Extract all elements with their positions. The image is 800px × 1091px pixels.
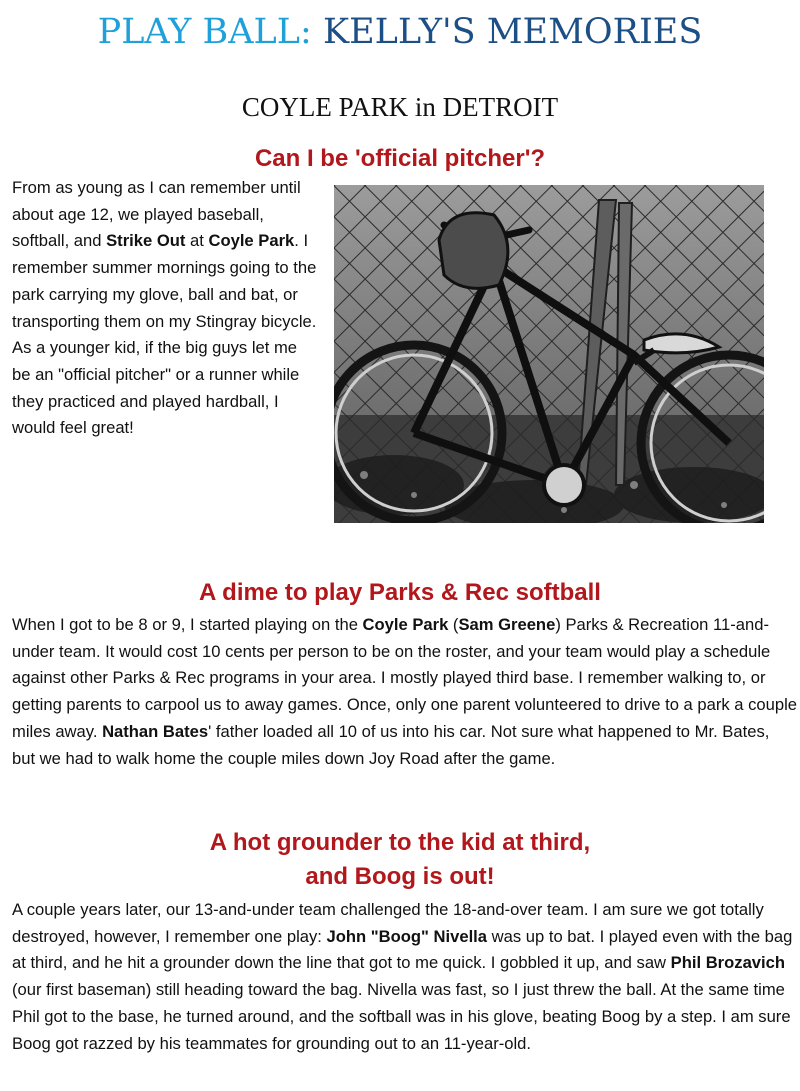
bold-name: Coyle Park	[362, 615, 449, 634]
text-run: ) Parks & Recreation 11-and-under team. It would cost 10 cents per person to be on the roster, and your team would play a schedule against other Parks & Rec programs in your area. I mostly played third base. I remember walking to, or getting parents to carpool us to away games. Once, only one parent volunteered to drive to a park a couple miles away.	[12, 615, 797, 741]
section2-paragraph	[12, 612, 797, 772]
title-part-memories: KELLY'S MEMORIES	[322, 12, 703, 52]
bold-name: Phil Brozavich	[670, 953, 785, 973]
page-subtitle: COYLE PARK in DETROIT	[241, 92, 559, 122]
bold-name: Coyle Park	[208, 231, 295, 251]
text-run: (	[448, 615, 459, 634]
text-run: A couple years later, our 13-and-under team challenged the 18-and-over team. I am sure we got totally destroyed, however, I remember one play:	[12, 900, 764, 946]
text-run: at	[185, 231, 209, 251]
section2-heading: A dime to play Parks & Rec softball	[199, 579, 601, 606]
section3-heading-line1: A hot grounder to the kid at third,	[209, 829, 591, 856]
bold-name: Strike Out	[106, 231, 186, 251]
page-title	[0, 12, 800, 52]
section1-heading: Can I be 'official pitcher'?	[254, 145, 546, 172]
title-part-play-ball: PLAY BALL:	[97, 12, 312, 52]
text-run: When I got to be 8 or 9, I started playing on the	[12, 615, 363, 634]
bold-name: John "Boog" Nivella	[326, 926, 488, 946]
text-run: was up to bat. I played even with the bag at third, and he hit a grounder down the line that got to me quick. I gobbled it up, and saw	[12, 926, 793, 973]
section3-heading	[0, 826, 800, 894]
section3-heading-line2: and Boog is out!	[305, 863, 495, 890]
section1-paragraph	[12, 175, 317, 442]
bold-name: Sam Greene	[458, 615, 556, 634]
text-run: (our first baseman) still heading toward the bag. Nivella was fast, so I just threw the ball. At the same time Phil got to the base, he turned around, and the softball was in his glove, beating Boog by a step. I am sure Boog got razzed by his teammates for grounding out to an 11-year-old.	[12, 980, 791, 1053]
bicycle-with-bats-photo	[334, 185, 764, 523]
text-run: From as young as I can remember until about age 12, we played baseball, softball, and	[12, 178, 301, 251]
text-run: ' father loaded all 10 of us into his car. Not sure what happened to Mr. Bates, but we had to walk home the couple miles down Joy Road after the game.	[12, 721, 770, 768]
section3-paragraph	[12, 897, 797, 1057]
bold-name: Nathan Bates	[102, 721, 209, 741]
text-run: . I remember summer mornings going to the park carrying my glove, ball and bat, or transporting them on my Stingray bicycle. As a younger kid, if the big guys let me be an "official pitcher" or a runner while they practiced and played hardball, I would feel great!	[12, 231, 317, 438]
